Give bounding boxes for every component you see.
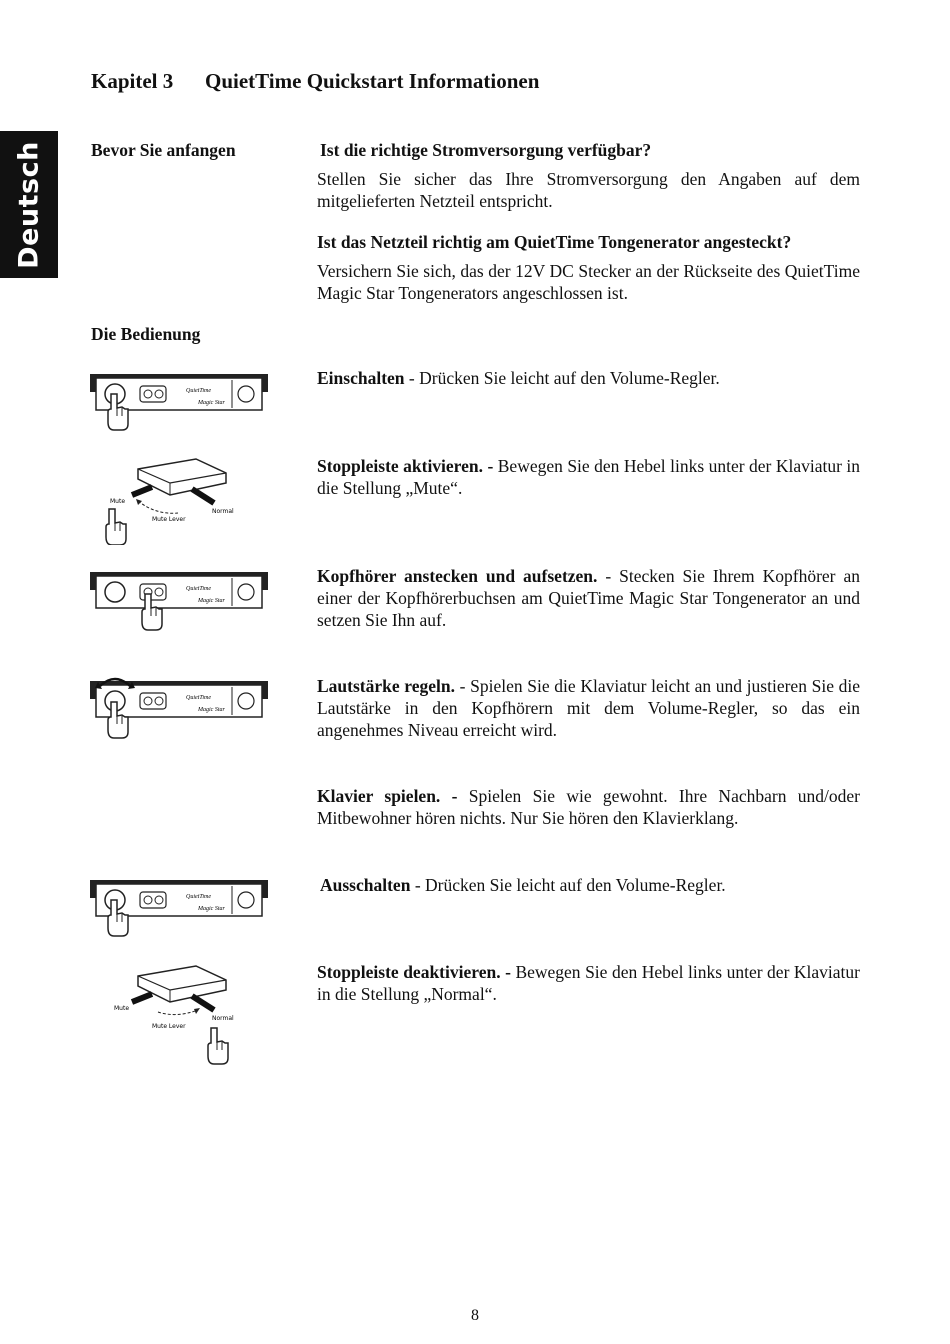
chapter-label: Kapitel 3 xyxy=(91,69,174,93)
step-text: - Drücken Sie leicht auf den Volume-Regler. xyxy=(404,368,720,388)
figure-normal-lever xyxy=(96,962,246,1070)
figure-volume xyxy=(90,672,272,744)
device-model: Magic Star xyxy=(198,598,225,604)
figure-headphones xyxy=(90,566,272,636)
step-title: Einschalten xyxy=(317,368,405,388)
chapter-title: QuietTime Quickstart Informationen xyxy=(205,69,540,93)
step-power-on xyxy=(317,367,860,389)
step-text: Spielen Sie wie gewohnt. Ihre Nachbarn und/oder Mitbewohner hören nichts. Nur Sie hören den Klavierklang. xyxy=(317,786,860,828)
label-mute: Mute xyxy=(114,1005,130,1012)
language-tab xyxy=(0,131,58,278)
step-title: Stoppleiste aktivieren. - xyxy=(317,456,494,476)
step-title: Stoppleiste deaktivieren. - xyxy=(317,962,511,982)
step-text: - Drücken Sie leicht auf den Volume-Regler. xyxy=(410,875,726,895)
step-text: Bewegen Sie den Hebel links unter der Klaviatur in die Stellung „Normal“. xyxy=(317,962,860,1004)
label-normal: Normal xyxy=(212,1015,234,1022)
device-model: Magic Star xyxy=(198,707,225,713)
label-mute: Mute xyxy=(110,498,126,505)
figure-mute-lever xyxy=(96,455,246,545)
figure-power-on xyxy=(90,368,272,436)
device-brand: QuietTime xyxy=(186,894,211,900)
section-heading-before: Bevor Sie anfangen xyxy=(91,140,236,160)
step-play xyxy=(317,785,860,829)
device-model: Magic Star xyxy=(198,906,225,912)
page-number: 8 xyxy=(471,1307,479,1324)
device-brand: QuietTime xyxy=(186,388,211,394)
step-deactivate-mute xyxy=(317,961,860,1005)
device-brand: QuietTime xyxy=(186,695,211,701)
step-power-off xyxy=(320,874,863,896)
device-model: Magic Star xyxy=(198,400,225,406)
step-volume xyxy=(317,675,860,741)
figure-power-off xyxy=(90,874,272,942)
question-adapter: Ist das Netzteil richtig am QuietTime Tongenerator angesteckt? xyxy=(317,232,792,252)
step-text: - Stecken Sie Ihrem Kopfhörer an einer der Kopfhörerbuchsen am QuietTime Magic Star Tongenerator an und setzen Sie Ihn auf. xyxy=(317,566,860,630)
label-mute-lever: Mute Lever xyxy=(152,1023,186,1030)
answer-power: Stellen Sie sicher das Ihre Stromversorgung den Angaben auf dem mitgelieferten Netzteil entspricht. xyxy=(317,169,860,211)
section-heading-operation: Die Bedienung xyxy=(91,324,201,344)
label-mute-lever: Mute Lever xyxy=(152,516,186,523)
answer-adapter: Versichern Sie sich, das der 12V DC Stecker an der Rückseite des QuietTime Magic Star Tongenerators angeschlossen ist. xyxy=(317,261,860,303)
device-brand: QuietTime xyxy=(186,586,211,592)
step-title: Kopfhörer anstecken und aufsetzen. xyxy=(317,566,598,586)
question-power: Ist die richtige Stromversorgung verfügbar? xyxy=(320,140,652,160)
step-text: Bewegen Sie den Hebel links unter der Klaviatur in die Stellung „Mute“. xyxy=(317,456,860,498)
step-activate-mute xyxy=(317,455,860,499)
step-title: Klavier spielen. - xyxy=(317,786,458,806)
language-tab-label: Deutsch xyxy=(13,140,45,269)
step-headphones xyxy=(317,565,860,631)
step-title: Lautstärke regeln. xyxy=(317,676,455,696)
label-normal: Normal xyxy=(212,508,234,515)
step-text: - Spielen Sie die Klaviatur leicht an und justieren Sie die Lautstärke in den Kopfhörern mit dem Volume-Regler, so das ein angenehmes Niveau erreicht wird. xyxy=(317,676,860,740)
step-title: Ausschalten xyxy=(320,875,411,895)
